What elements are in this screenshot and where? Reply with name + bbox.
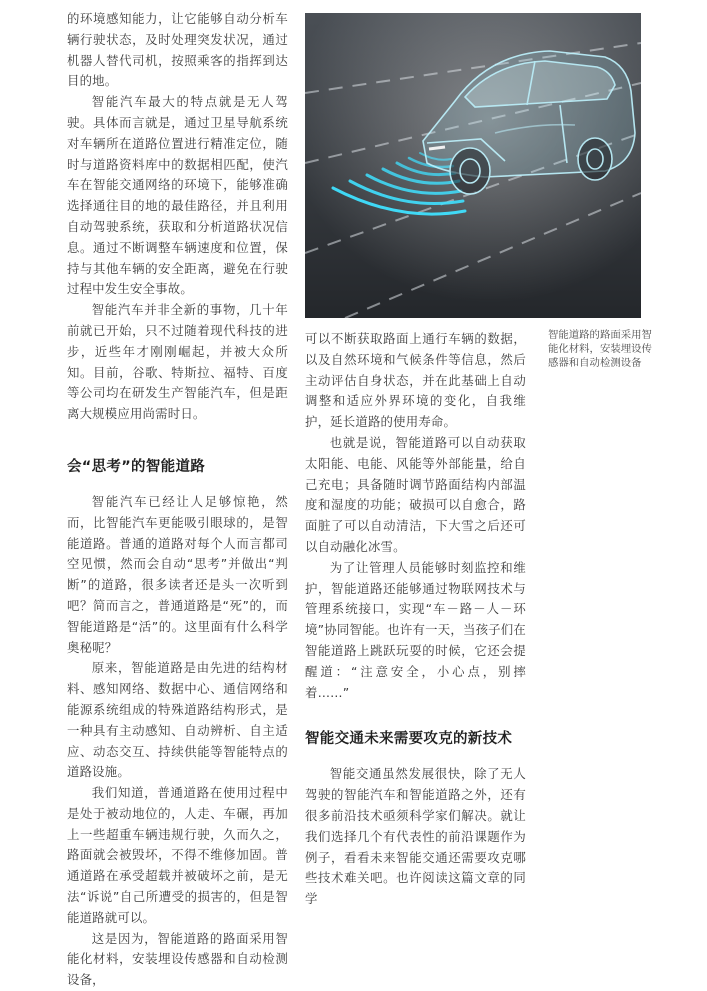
smart-car-figure [305,13,641,318]
paragraph: 智能汽车并非全新的事物，几十年前就已开始，只不过随着现代科技的进步，近些年才刚刚崛起，并被大众所知。目前，谷歌、特斯拉、福特、百度等公司均在研发生产智能汽车，但是距离大规模应用尚需时日。 [67,302,288,422]
paragraph: 这是因为，智能道路的路面采用智能化材料，安装埋设传感器和自动检测设备， [67,930,288,988]
paragraph: 智能交通虽然发展很快，除了无人驾驶的智能汽车和智能道路之外，还有很多前沿技术亟须科学家们解决。就让我们选择几个有代表性的前沿课题作为例子，看看未来智能交通还需要攻克哪些技术难关吧。也许阅读这篇文章的同学 [305,766,526,907]
paragraph: 原来，智能道路是由先进的结构材料、感知网络、数据中心、通信网络和能源系统组成的特殊道路结构形式，是一种具有主动感知、自动辨析、自主适应、动态交互、持续供能等智能特点的道路设施。 [67,660,288,780]
paragraph: 也就是说，智能道路可以自动获取太阳能、电能、风能等外部能量，给自己充电；具备随时调节路面结构内部温度和湿度的功能；破损可以自愈合，路面脏了可以自动清洁，下大雪之后还可以自动融化冰雪。 [305,434,526,554]
middle-column [305,329,526,910]
paragraph: 智能汽车最大的特点就是无人驾驶。具体而言就是，通过卫星导航系统对车辆所在道路位置进行精准定位，随时与道路资料库中的数据相匹配，使汽车在智能交通网络的环境下，能够准确选择通往目的地的最佳路径，并且利用自动驾驶系统，获取和分析道路状况信息。通过不断调整车辆速度和位置，保持与其他车辆的安全距离，避免在行驶过程中发生安全事故。 [67,94,288,297]
smart-car-illustration [305,13,641,318]
paragraph: 智能汽车已经让人足够惊艳，然而，比智能汽车更能吸引眼球的，是智能道路。普通的道路对每个人而言都司空见惯，然而会自动“思考”并做出“判断”的道路，很多读者还是头一次听到吧？简而言之，普通道路是“死”的，而智能道路是“活”的。这里面有什么科学奥秘呢？ [67,493,288,655]
figure-caption: 智能道路的路面采用智能化材料，安装埋设传感器和自动检测设备 [548,329,652,369]
paragraph: 我们知道，普通道路在使用过程中是处于被动地位的，人走、车碾，再加上一些超重车辆违规行驶，久而久之，路面就会被毁坏，不得不维修加固。普通道路在承受超载并被破坏之前，是无法“诉说”自己所遭受的损害的，但是智能道路就可以。 [67,785,288,925]
paragraph: 可以不断获取路面上通行车辆的数据，以及自然环境和气候条件等信息，然后主动评估自身状态，并在此基础上自动调整和适应外界环境的变化，自我维护，延长道路的使用寿命。 [305,331,526,430]
section-heading: 会“思考”的智能道路 [67,458,206,475]
paragraph: 为了让管理人员能够时刻监控和维护，智能道路还能够通过物联网技术与管理系统接口，实现“车－路－人－环境”协同智能。也许有一天，当孩子们在智能道路上跳跃玩耍的时候，它还会提醒道：“注意安全，小心点，别摔着……” [305,559,526,700]
left-column [67,9,288,991]
paragraph: 的环境感知能力，让它能够自动分析车辆行驶状态，及时处理突发状况，通过机器人替代司机，按照乘客的指挥到达目的地。 [67,11,288,89]
section-heading: 智能交通未来需要攻克的新技术 [305,731,513,748]
